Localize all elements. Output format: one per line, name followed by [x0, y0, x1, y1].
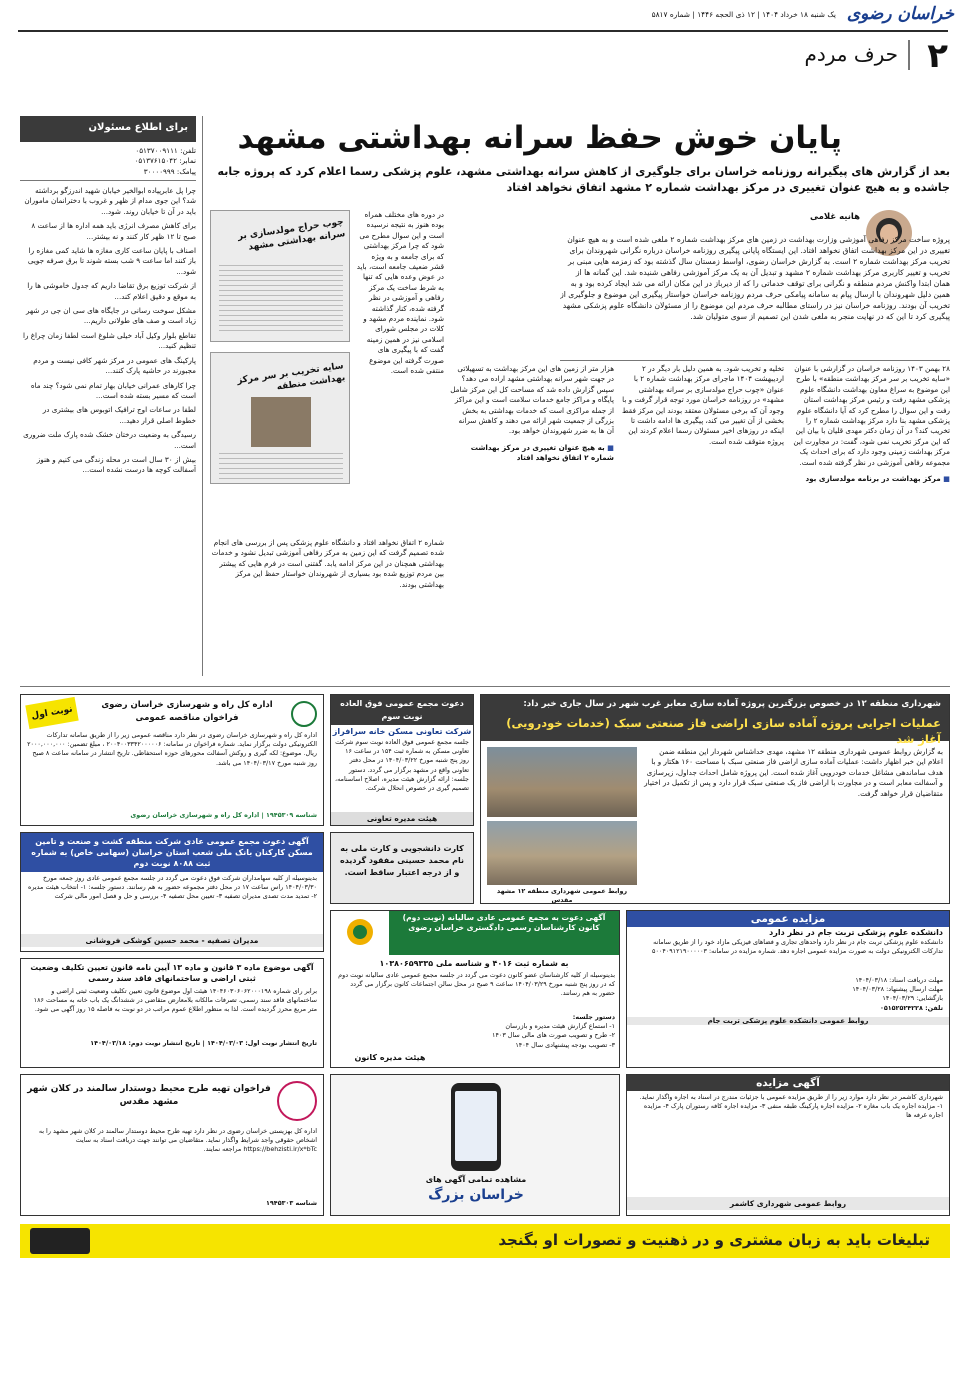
municipal-ad-photo-1 — [487, 747, 637, 817]
coop-ad-footer: هیئت مدیره تعاونی — [331, 812, 473, 825]
sidebar-contacts — [20, 146, 196, 177]
agenda-heading: دستور جلسه: — [572, 1013, 615, 1021]
list-item: تقاطع بلوار وکیل آباد خیلی شلوغ است لطفا زمان چراغ را تنظیم کنید... — [23, 330, 196, 351]
auction-ad-title: مزایده عمومی — [627, 911, 949, 927]
agm-ad-footer: مدیران تصفیه - محمد حسین کوشکی فروشانی — [21, 934, 323, 947]
auction-ad-footer: روابط عمومی دانشکده علوم پزشکی تربت جام — [627, 1017, 949, 1025]
subheading-1 — [790, 474, 950, 484]
section-title: حرف مردم — [804, 42, 898, 66]
list-item: مشکل سوخت رسانی در جایگاه های سی ان جی در شهر زیاد است و صف های طولانی داریم... — [26, 306, 196, 326]
registry-ad-footer: تاریخ انتشار نوبت اول: ۱۴۰۴/۰۳/۰۳ | تاریخ انتشار نوبت دوم: ۱۴۰۴/۰۳/۱۸ — [90, 1039, 317, 1047]
loss-notice — [330, 832, 474, 904]
article-column-1-text: ۲۸ بهمن ۱۴۰۳ روزنامه خراسان در گزارشی با عنوان «سایه تخریب بر سر مرکز بهداشت منطقه» با طرح این موضوع به سراغ معاون بهداشت دانشگاه علوم پزشکی مشهد رفت و رئیس مرکز بهداشت استان رفت و این سوال را مطرح کرد که آیا دانشگاه علوم پزشکی مشهد بنا دارد مرکز بهداشت شماره ۲ را تخریب کند؟ در آن زمان دکتر مهدی قلیان با بیان این که این مرکز تخریب نمی شود، گفت: در مجاورت این مرکز بهداشت زمینی وجود دارد که برای احداث یک مجموعه رفاهی آموزشی در نظر گرفته شده است. — [793, 364, 950, 467]
registry-ad-text: برابر رای شماره ۱۴۰۴۶۰۳۰۶۰۶۲۰۰۰۱۹۸ هیئت اول موضوع قانون تعیین تکلیف وضعیت ثبتی اراضی و ساختمانهای فاقد سند رسمی، تصرفات مالکانه بلامعارض متقاضی در ششدانگ یک باب خانه به مساحت ۱۸۶ متر مربع محرز گردیده است. لذا به منظور اطلاع عموم مراتب در دو نوبت به فاصله ۱۵ روز آگهی می شود. — [33, 987, 317, 1014]
article-headline: پایان خوش حفظ سرانه بهداشتی مشهد — [237, 120, 842, 156]
subheading-1-marker: ■ — [943, 474, 950, 484]
article-column-4 — [356, 210, 444, 530]
road-tender-badge: نوبت اول — [25, 697, 78, 729]
section-divider — [908, 40, 910, 70]
contact-sms: پیامک: ۳۰۰۰۰۹۹۹ — [143, 166, 196, 176]
contact-phone: تلفن: ۰۵۱۳۷۰۰۹۱۱۱ — [135, 146, 196, 155]
clip-image-1 — [210, 210, 350, 342]
experts-ad-subtitle: به شماره ثبت ۴۰۱۶ و شناسه ملی ۱۰۳۸۰۶۵۹۳۳۵ — [379, 959, 569, 968]
article-bottom-rule — [20, 686, 950, 687]
coop-ad — [330, 694, 474, 826]
masthead-logo: خراسان رضوی — [846, 4, 954, 24]
registry-ad — [20, 958, 324, 1068]
article-intro: پروژه ساخت مرکز رفاهی آموزشی وزارت بهداشت در زمین های مرکز بهداشت شماره ۲ ملغی شده است و به هیچ عنوان تغییری در این مرکز بهداشت اتفاق نخواهد افتاد. این ایستگاه پایانی پیگیری روزنامه خراسان درباره نگرانی شهروندان برای تخریب مرکز بهداشت شماره ۲ است. به گزارش خراسان رضوی، اواسط زمستان سال گذشته بود که زمزمه هایی مبنی بر تخریب و تغییر کاربری مرکز بهداشت شماره ۲ مشهد و تبدیل آن به یک مرکز آموزشی رفاهی شنیده شد. این گمانه ها از همان ابتدا واکنش مردم منطقه و نگرانی برای توقف خدماتی را که از دیرباز در این مکان ارائه می شد ایجاد کرده بود و به همین دلیل شهروندان با ارسال پیام به سامانه پیامکی حرف مردم روزنامه خراسان خواستار پیگیری این موضوع و جلوگیری از تخریب آن بودند. روزنامه خراسان نیز در راستای مطالبه حرف مردم این موضوع را از مسئولان دانشگاه علوم پزشکی مشهد پیگیری کرد تا این که در نهایت منجر به ملغی شدن این تصمیم از سوی متولیان شد. — [560, 235, 950, 321]
municipal-ad-title: شهرداری منطقه ۱۲ در خصوص بزرگترین پروژه آماده سازی معابر غرب شهر در سال جاری خبر داد: — [523, 699, 941, 709]
phone-mockup — [451, 1083, 501, 1171]
bottom-banner — [20, 1224, 950, 1258]
municipal-ad — [480, 694, 950, 904]
coop-ad-text: جلسه مجمع عمومی فوق العاده نوبت سوم شرکت تعاونی مسکن به شماره ثبت ۱۵۴ در ساعت ۱۶ روز پنج شنبه مورخ ۱۴۰۴/۰۳/۲۲ در محل دفتر تعاونی واقع در مشهد برگزار می گردد. دستور جلسه: ارائه گزارش هیئت مدیره، اصلاح اساسنامه، تصمیم گیری در خصوص انحلال شرکت. — [335, 738, 469, 793]
behzisti-ad — [20, 1074, 324, 1216]
behzisti-ad-footer: شناسه ۱۹۴۵۳۰۳ — [266, 1199, 317, 1207]
auction-date: مهلت دریافت اسناد: ۱۴۰۴/۰۳/۱۸ — [855, 976, 943, 984]
registry-ad-title: آگهی موضوع ماده ۳ قانون و ماده ۱۳ آیین نامه قانون تعیین تکلیف وضعیت ثبتی اراضی و ساختمانهای فاقد سند رسمی — [30, 963, 314, 983]
article-column-4-text: در دوره های مختلف همراه بوده هنوز به نتیجه نرسیده است و این سوال مطرح می شود که چرا مرکز بهداشتی که برای جامعه و به ویژه قشر ضعیف جامعه است، باید در عوض وعده هایی که تنها به شرط ساخت یک مرکز رفاهی و آموزشی در نظر گرفته شده، کنار گذاشته شود. نماینده مردم مشهد و کلات در مجلس شورای اسلامی نیز در همین زمینه گفت که با پیگیری های صورت گرفته این موضوع منتفی شده است. — [356, 210, 444, 376]
subheading-1-text: مرکز بهداشت در برنامه مولدسازی بود — [805, 474, 941, 484]
auction-ad-dates — [627, 976, 949, 1013]
road-tender-text: اداره کل راه و شهرسازی خراسان رضوی در نظر دارد مناقصه عمومی زیر را از طریق سامانه تدارکات الکترونیکی دولت برگزار نماید. شماره فراخوان در سامانه: ۲۰۰۴۰۰۳۳۴۲۰۰۰۰۰۶ ، مبلغ تضمین: ۲۰۰۰,۰۰۰,۰۰۰ ریال. موضوع: لکه گیری و روکش آسفالت محورهای حوزه استحفاظی. تاریخ انتشار در سامانه ساعت ۸ صبح روز شنبه مورخ ۱۴۰۴/۰۳/۱۷ می باشد. — [27, 731, 317, 767]
subheading-2-text: به هیچ عنوان تغییری در مرکز بهداشت شماره ۲ اتفاق نخواهد افتاد — [470, 442, 614, 463]
municipal-ad-banner — [481, 695, 949, 746]
behzisti-ad-title: فراخوان تهیه طرح محیط دوستدار سالمند در کلان شهر مشهد مقدس — [27, 1084, 271, 1107]
road-tender-title: اداره کل راه و شهرسازی خراسان رضوی فراخوان مناقصه عمومی — [101, 700, 273, 723]
promo-ad-title: مشاهده تمامی آگهی های — [425, 1175, 527, 1184]
subheading-2 — [450, 443, 614, 464]
experts-ad-agenda — [333, 1013, 615, 1050]
clip-title-1: چوب حراج مولدسازی بر سرانه بهداشتی مشهد — [237, 217, 346, 253]
masthead-rule — [18, 30, 948, 32]
kashmar-ad-text: شهرداری کاشمر در نظر دارد موارد زیر را از طریق مزایده عمومی با جزئیات مندرج در اسناد به اجاره واگذار نماید. ۱- مزایده اجاره یک باب مغازه ۲- مزایده اجاره پارکینگ طبقه منفی ۳- مزایده اجاره کافه رستوران پارک ۴- مزایده اجاره غرفه ها — [639, 1093, 943, 1120]
experts-ad — [330, 910, 620, 1068]
auction-ad-text: دانشکده علوم پزشکی تربت جام در نظر دارد واحدهای تجاری و فضاهای فیزیکی مازاد خود را از طریق سامانه تدارکات الکترونیکی دولت به صورت مزایده عمومی اجاره دهد. شماره مزایده در سامانه: ۵۰۰۴۰۹۱۲۱۹۰۰۰۰۰۳ — [652, 938, 943, 956]
article-lead: بعد از گزارش های پیگیرانه روزنامه خراسان برای جلوگیری از کاهش سرانه بهداشتی مشهد، علوم پزشکی رسما اعلام کرد که پروژه جابه جاشده و به هیچ عنوان تغییری در مرکز بهداشت شماره ۲ مشهد اتفاق نخواهد افتاد — [217, 165, 950, 194]
subheading-2-marker: ■ — [607, 442, 614, 452]
article-column-2-text: تخلیه و تخریب شود. به همین دلیل بار دیگر در ۲ اردیبهشت ۱۴۰۴ ماجرای مرکز بهداشت شماره ۲ با عنوان «چوب حراج مولدسازی بر سرانه بهداشتی مشهد» در روزنامه خراسان مورد توجه قرار گرفت و با وجود آن که برخی مسئولان معتقد بودند این مرکز فقط بخشی از آن تغییر می کند، پیگیری ها ادامه داشت تا اینکه در روزهای اخیر مسئولان رسما اعلام کردند این پروژه متوقف شده است. — [621, 364, 784, 446]
agm-ad-text: بدینوسیله از کلیه سهامداران شرکت فوق دعوت می گردد در جلسه مجمع عمومی عادی روز جمعه مورخ ۱۴۰۴/۰۳/۳۰ راس ساعت ۱۷ در محل دفتر مجموعه حضور به هم رسانند. دستور جلسه: ۱- انتخاب هیئت مدیره ۲- تمدید مدت تصدی مدیران تصفیه ۳- تعیین محل تصفیه ۴- بررسی و حل و فصل امور مالی شرکت — [27, 874, 317, 901]
behzisti-ad-text: اداره کل بهزیستی خراسان رضوی در نظر دارد تهیه طرح محیط دوستدار سالمند در کلان شهر مشهد را به اشخاص حقوقی واجد شرایط واگذار نماید. متقاضیان می توانند جهت دریافت اسناد به سایت https://behzisti.ir/x*bTc مراجعه نمایند. — [38, 1127, 317, 1154]
road-tender-ad — [20, 694, 324, 826]
agenda-item: ۱- استماع گزارش هیئت مدیره و بازرسان — [505, 1022, 615, 1031]
experts-ad-footer: هیئت مدیره کانون — [354, 1053, 426, 1062]
kashmar-ad — [626, 1074, 950, 1216]
auction-ad — [626, 910, 950, 1068]
bottom-banner-text: تبلیغات باید به زبان مشتری و در ذهنیت و تصورات او بگنجد — [498, 1231, 930, 1249]
agenda-item: ۳- تصویب بودجه پیشنهادی سال ۱۴۰۴ — [515, 1040, 615, 1049]
auction-phone: تلفن: ۰۵۱۵۲۵۲۴۲۲۸ — [879, 1003, 943, 1012]
article-column-3-text: هزار متر از زمین های این مرکز بهداشت به تسهیلاتی در جهت شهر سرانه بهداشتی مشهد اراده می دهد؟ سپس گزارش داده شد که مساحت کل این مرکز شامل پایگاه و مراکز جامع خدمات سلامت است و این مراکز از جمله مراکزی است که خدمات بهداشتی به بخش بزرگی از جمعیت شهر ارائه می دهند و کاهش سرانه آن ها به ضرر شهروندان خواهد بود. — [450, 364, 614, 436]
list-item: برای کاهش مصرف انرژی باید همه اداره ها از ساعت ۸ صبح تا ۱۲ ظهر کار کنند و نه بیشتر... — [31, 221, 196, 241]
list-item: چرا پل عابرپیاده ابوالخیر خیابان شهید اندرزگو برداشته شد؟ این جوی مدام از ظهر و غروب با دخترانمان ماموران باید در آن تا خیابان روند. شود... — [24, 186, 196, 216]
sidebar-heading — [20, 116, 196, 142]
bottom-banner-logo — [30, 1228, 90, 1254]
list-item: رسیدگی به وضعیت درختان خشک شده پارک ملت ضروری است... — [23, 430, 196, 450]
behzisti-logo — [277, 1081, 317, 1121]
experts-ad-title: آگهی دعوت به مجمع عمومی عادی سالیانه (نوبت دوم) کانون کارشناسان رسمی دادگستری خراسان رضوی — [402, 913, 606, 932]
sidebar-vertical-rule — [202, 116, 203, 676]
auction-date: بازگشایی: ۱۴۰۴/۰۳/۲۹ — [882, 994, 943, 1003]
sidebar — [20, 116, 196, 676]
list-item: پارکینگ های عمومی در مرکز شهر کافی نیست و مردم مجبورند در حاشیه پارک کنند... — [33, 355, 196, 376]
experts-ad-emblem — [335, 915, 385, 955]
sidebar-heading-text: برای اطلاع مسئولان — [88, 122, 188, 133]
coop-ad-title: دعوت مجمع عمومی فوق العاده نوبت سوم — [331, 695, 473, 725]
contact-fax: نمابر: ۰۵۱۳۷۶۱۵۰۴۲ — [134, 156, 196, 166]
municipal-ad-caption: روابط عمومی شهرداری منطقه ۱۲ مشهد مقدس — [496, 887, 628, 905]
road-tender-footer: شناسه ۱۹۴۵۳۰۹ | اداره کل راه و شهرسازی خراسان رضوی — [130, 811, 317, 819]
auction-date: مهلت ارسال پیشنهاد: ۱۴۰۴/۰۳/۲۸ — [852, 985, 943, 994]
list-item: چرا کارهای عمرانی خیابان بهار تمام نمی شود؟ چند ماه است که مسیر بسته شده است... — [30, 380, 196, 400]
road-tender-emblem — [291, 701, 317, 727]
clip-title-2: سایه تخریب بر سر مرکز بهداشت منطقه — [236, 361, 346, 393]
auction-ad-subtitle: دانشکده علوم پزشکی تربت جام در نظر دارد — [769, 928, 943, 937]
list-item: اصناف با پایان ساعت کاری مغازه ها شاید کمی مغازه را باز کنند اما ساعت ۹ شب بسته شوند تا برق صرفه جویی شود... — [27, 246, 196, 276]
agenda-item: ۲- طرح و تصویب صورت های مالی سال ۱۴۰۳ — [492, 1031, 615, 1040]
experts-ad-title-box — [389, 911, 619, 955]
masthead-dateline: یک شنبه ۱۸ خرداد ۱۴۰۴ | ۱۲ ذی الحجه ۱۴۴۶ | شماره ۵۸۱۷ — [651, 10, 836, 19]
municipal-ad-text: به گزارش روابط عمومی شهرداری منطقه ۱۲ مشهد، مهدی خداشناس شهردار این منطقه ضمن اعلام این خبر اظهار داشت: عملیات آماده سازی اراضی فاز صنعتی سبک با مساحت ۱۶۰ هکتار و با هدف ساماندهی مشاغل خدمات خودرویی آغاز شده است. این پروژه شامل احداث جداول، زیرسازی و آسفالت معابر است و در مجاورت با اراضی فاز یک صنعتی سبک قرار دارد و پس از تکمیل در اختیار متقاضیان قرار خواهد گرفت. — [644, 747, 943, 798]
sidebar-items — [20, 186, 196, 674]
loss-notice-text: کارت دانشجویی و کارت ملی به نام محمد حسینی مفقود گردیده و از درجه اعتبار ساقط است. — [340, 844, 464, 877]
promo-ad — [330, 1074, 620, 1216]
promo-ad-brand: خراسان بزرگ — [428, 1187, 524, 1203]
experts-ad-text: بدینوسیله از کلیه کارشناسان عضو کانون دعوت می گردد در جلسه مجمع عمومی عادی سالیانه نوبت دوم که در روز پنج شنبه مورخ ۱۴۰۴/۰۳/۲۹ ساعت ۹ صبح در محل سالن اجتماعات کانون برگزار می گردد حضور به هم رسانند. — [338, 971, 615, 998]
article-column-1 — [790, 364, 950, 676]
list-item: لطفا در ساعات اوج ترافیک اتوبوس های بیشتری در خطوط اصلی قرار دهید... — [42, 405, 196, 425]
kashmar-ad-footer: روابط عمومی شهرداری کاشمر — [627, 1197, 949, 1210]
intro-divider — [560, 360, 950, 361]
coop-ad-subtitle: شرکت تعاونی مسکن خانه سرافراز — [332, 727, 472, 736]
masthead — [0, 0, 966, 76]
clip-image-2 — [210, 352, 350, 484]
article-column-3 — [450, 364, 614, 676]
list-item: از شرکت توزیع برق تقاضا داریم که جدول خاموشی ها را به موقع و دقیق اعلام کند... — [27, 281, 196, 301]
municipal-ad-subtitle: عملیات اجرایی پروژه آماده سازی اراضی فاز صنعتی سبک (خدمات خودرویی) آغاز شد — [506, 716, 941, 746]
page-number: ۲ — [927, 36, 948, 76]
sidebar-divider — [20, 180, 196, 181]
agm-ad — [20, 832, 324, 952]
municipal-ad-photo-2 — [487, 821, 637, 885]
list-item: بیش از ۳۰ سال است در محله زندگی می کنیم و هنوز آسفالت کوچه ها درست نشده است... — [36, 454, 196, 475]
article-bottom-text: شماره ۲ اتفاق نخواهد افتاد و دانشگاه علوم پزشکی پس از بررسی های انجام شده تصمیم گرفت که این زمین به مرکز رفاهی آموزشی تبدیل نشود و خدمات بهداشتی همچنان در این مرکز ادامه یابد. گفتنی است در فرم هایی که پیشتر بین مردم توزیع شده بود بسیاری از شهروندان خواستار حفظ این مرکز بهداشتی بودند. — [211, 538, 444, 589]
author-name: هانیه غلامی — [810, 212, 860, 222]
kashmar-ad-title: آگهی مزایده — [627, 1075, 949, 1091]
article-column-2 — [620, 364, 784, 676]
agm-ad-title: آگهی دعوت مجمع عمومی عادی شرکت منطقه کشت و صنعت و تامین مسکن کارکنان بانک ملی شعب استان خراسان (سهامی خاص) به شماره ثبت ۸۰۸۸ نوبت دوم — [21, 833, 323, 872]
